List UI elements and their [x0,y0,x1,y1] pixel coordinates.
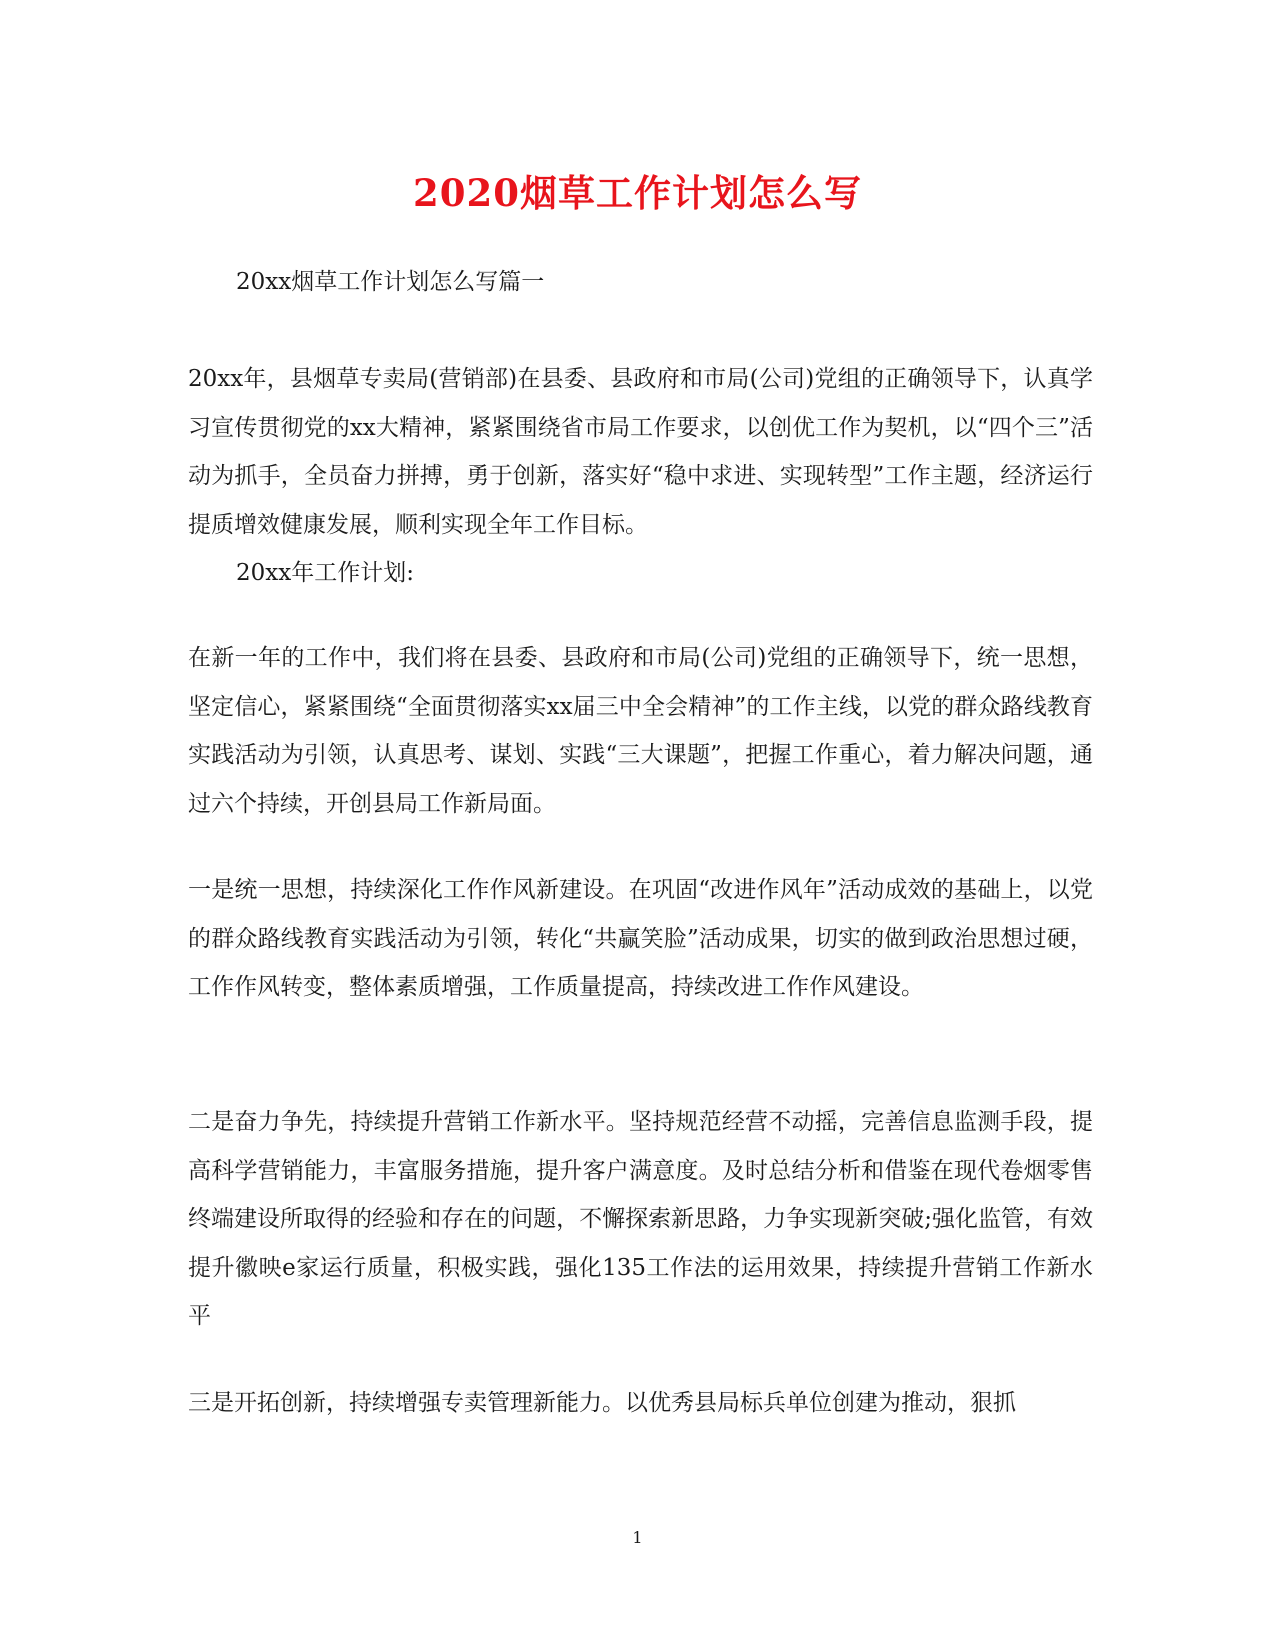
paragraph-plan-heading: 20xx年工作计划: [236,560,414,586]
paragraph-point-one: 一是统一思想，持续深化工作作风新建设。在巩固“改进作风年”活动成效的基础上，以党的群众路线教育实践活动为引领，转化“共赢笑脸”活动成果，切实的做到政治思想过硬，工作作风转变，整体素质增强，工作质量提高，持续改进工作作风建设。 [188,877,1093,1000]
section-heading: 20xx烟草工作计划怎么写篇一 [236,269,545,295]
paragraph-point-three: 三是开拓创新，持续增强专卖管理新能力。以优秀县局标兵单位创建为推动，狠抓 [188,1390,1016,1416]
document-title: 2020烟草工作计划怎么写 [413,171,862,215]
page-number: 1 [632,1528,643,1547]
paragraph-new-year: 在新一年的工作中，我们将在县委、县政府和市局(公司)党组的正确领导下，统一思想，坚定信心，紧紧围绕“全面贯彻落实xx届三中全会精神”的工作主线，以党的群众路线教育实践活动为引领，认真思考、谋划、实践“三大课题”，把握工作重心，着力解决问题，通过六个持续，开创县局工作新局面。 [188,645,1093,817]
paragraph-intro: 20xx年，县烟草专卖局(营销部)在县委、县政府和市局(公司)党组的正确领导下，认真学习宣传贯彻党的xx大精神，紧紧围绕省市局工作要求，以创优工作为契机，以“四个三”活动为抓手，全员奋力拼搏，勇于创新，落实好“稳中求进、实现转型”工作主题，经济运行提质增效健康发展，顺利实现全年工作目标。 [188,366,1093,538]
paragraph-point-two: 二是奋力争先，持续提升营销工作新水平。坚持规范经营不动摇，完善信息监测手段，提高科学营销能力，丰富服务措施，提升客户满意度。及时总结分析和借鉴在现代卷烟零售终端建设所取得的经验和存在的问题，不懈探索新思路，力争实现新突破;强化监管，有效提升徽映e家运行质量，积极实践，强化135工作法的运用效果，持续提升营销工作新水平 [188,1109,1093,1329]
